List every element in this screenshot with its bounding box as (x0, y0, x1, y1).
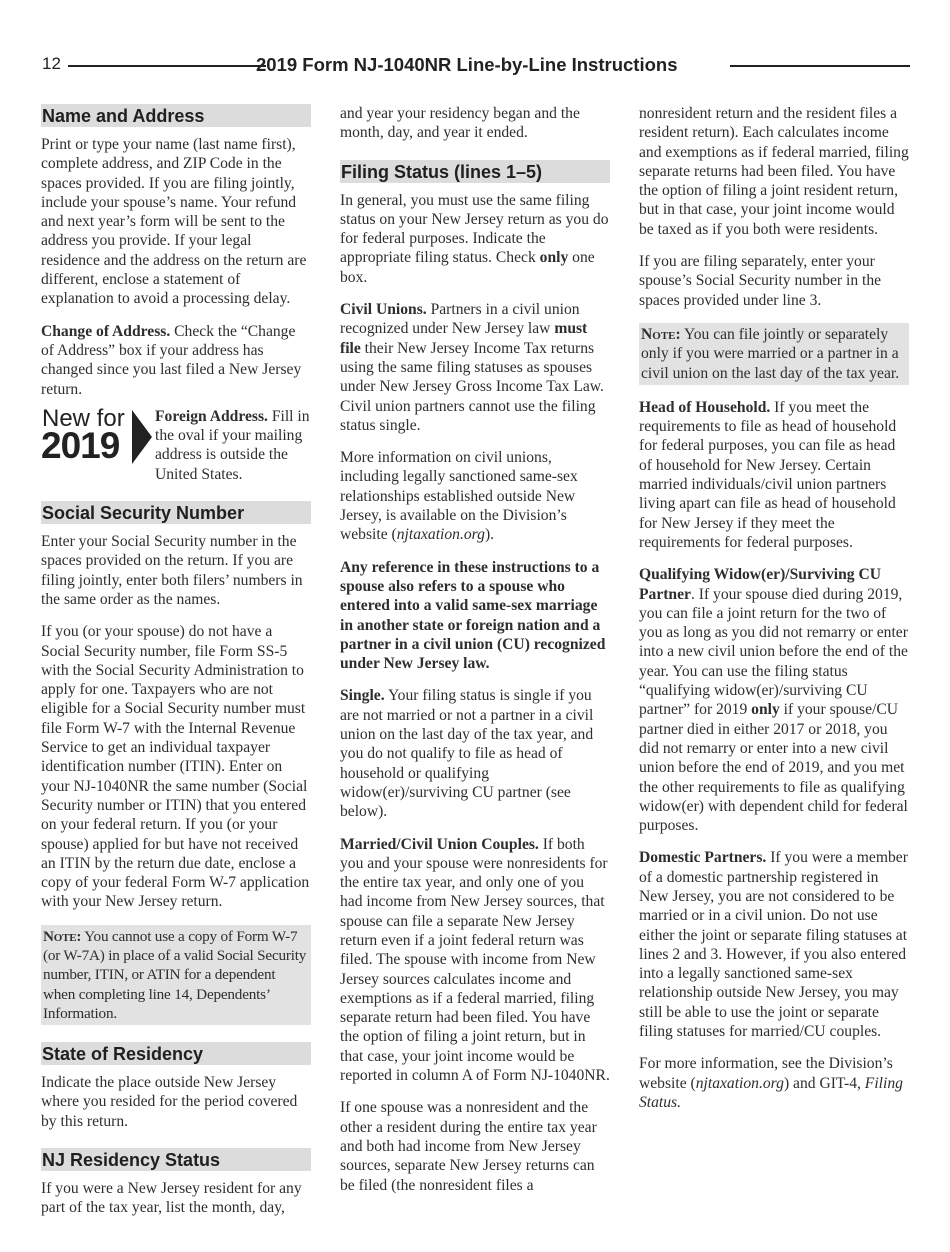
nj-residency-status-paragraph: If you were a New Jersey resident for any part of the tax year, list the month, day, (41, 1180, 302, 1217)
ssn-paragraph-2: If you (or your spouse) do not have a Social Security number, file Form SS-5 with the Social Security Administration to apply for one. Taxpayers who are not eligible for a Social Security number must file Form W-7 with the Internal Revenue Service to get an individual taxpayer identification number (ITIN). Enter on your NJ-1040NR the same number (Social Security number or ITIN) that you entered on your federal return. If you (or your spouse) applied for but have not received an ITIN by the return due date, enclose a copy of your federal Form W-7 application with your New Jersey return. (41, 623, 310, 911)
filing-general-text-a: In general, you must use the same filing status on your New Jersey return as you do for federal purposes. Indicate the appropriate filing status. Check (340, 191, 609, 267)
section-heading-nj-residency-status: NJ Residency Status (41, 1148, 311, 1171)
foreign-address-block (41, 407, 311, 484)
ssn-note (41, 925, 311, 1025)
civil-unions-paragraph (340, 300, 610, 435)
one-spouse-paragraph: If one spouse was a nonresident and the other a resident during the entire tax year and both had income from New Jersey sources, separate New Jersey returns can be filed (the nonresident files a (340, 1099, 597, 1194)
note-text: You can file jointly or separately only if you were married or a partner in a civil union on the last day of the tax year. (641, 325, 900, 382)
domestic-partners-paragraph (639, 848, 909, 1041)
note-text: You cannot use a copy of Form W-7 (or W-7A) in place of a valid Social Security number, ITIN, or ATIN for a dependent when completing line 14, Dependents’ Information. (43, 927, 307, 1022)
qualifying-widow-text-b: if your spouse/CU partner died in either 2017 or 2018, you did not remarry or enter into a new civil union before the end of 2019, and you met the other requirements to file as qualifying widow(er) with dependent child for federal purposes. (639, 701, 908, 835)
column-1 (41, 104, 311, 1231)
website-link[interactable]: njtaxation.org (695, 1074, 784, 1092)
civil-unions-lead: Civil Unions. (340, 301, 427, 319)
more-info-text-b: ). (484, 526, 495, 544)
civil-unions-bold: must file (340, 320, 588, 357)
domestic-partners-text: If you were a member of a domestic partnership registered in New Jersey, you are not considered to be married or in a civil union. Do not use either the joint or separate filing statuses at lines 2 and 3. However, if you also entered into a legally sanctioned same-sex relationship outside New Jersey, you may still be able to use the joint or separate filing statuses for married/CU couples. (639, 849, 908, 1041)
residency-continued-paragraph: and year your residency began and the month, day, and year it ended. (340, 105, 580, 142)
column-2 (340, 104, 610, 1208)
more-information-paragraph (639, 1054, 909, 1112)
section-heading-ssn: Social Security Number (41, 501, 311, 524)
qualifying-widow-text-a: . If your spouse died during 2019, you can file a joint return for the two of you as long as you did not remarry or enter into a new civil union before the end of the year. You can use the filing status “qualifying widow(er)/surviving CU partner” for 2019 (639, 585, 908, 719)
qualifying-widow-lead: Qualifying Widow(er)/Surviving CU Partner (639, 566, 882, 603)
spouse-reference-paragraph: Any reference in these instructions to a spouse also refers to a spouse who entered into a valid same-sex marriage in another state or foreign nation and a partner in a civil union (CU) recognized under New Jersey law. (340, 558, 606, 673)
change-of-address-text: Check the “Change of Address” box if your address has changed since you last filed a New Jersey return. (41, 322, 302, 398)
page-number: 12 (42, 54, 61, 73)
more-info-text-a: More information on civil unions, including legally sanctioned same-sex relationships established outside New Jersey, is available on the Division’s website ( (340, 449, 578, 544)
note-label: Note: (43, 927, 82, 945)
new-for-label: New for (42, 406, 125, 432)
head-of-household-paragraph (639, 398, 909, 552)
filing-general-bold: only (539, 249, 569, 267)
single-paragraph (340, 686, 610, 821)
section-heading-residency: State of Residency (41, 1042, 311, 1065)
single-lead: Single. (340, 687, 385, 705)
more-information-text-b: ) and GIT-4, (783, 1074, 865, 1092)
filing-general-paragraph (340, 191, 610, 287)
qualifying-widow-paragraph (639, 565, 909, 835)
section-heading-filing-status: Filing Status (lines 1–5) (340, 160, 610, 183)
nonresident-continued-paragraph: nonresident return and the resident files a resident return). Each calculates income and exemptions as if federal married, filing separate returns had been filed. You have the option of filing a joint resident return, but in that case, your joint income would be taxed as if you both were residents. (639, 105, 909, 238)
column-3 (639, 104, 909, 1125)
residency-paragraph: Indicate the place outside New Jersey where you resided for the period covered by this return. (41, 1074, 298, 1130)
filing-general-text-b: one box. (340, 249, 595, 286)
change-of-address-paragraph (41, 322, 311, 399)
married-paragraph (340, 835, 610, 1086)
foreign-address-lead: Foreign Address. (155, 407, 268, 425)
website-link[interactable]: njtaxation.org (396, 526, 485, 544)
page-header (40, 54, 910, 78)
single-text: Your filing status is single if you are not married or not a partner in a civil union on the last day of the tax year, and you do not qualify to file as head of household or qualifying widow(er)/surviving CU partner (see below). (340, 687, 594, 821)
qualifying-widow-bold: only (751, 701, 780, 719)
name-address-paragraph: Print or type your name (last name first), complete address, and ZIP Code in the spaces provided. If you are filing jointly, include your spouse’s name. Your refund and next year’s form will be sent to the address you provide. If your legal residence and the address on the return are different, enclose a statement of explanation to avoid a processing delay. (41, 136, 307, 308)
more-info-paragraph (340, 448, 610, 544)
header-rule-right (730, 65, 910, 67)
new-for-2019-badge (41, 407, 153, 467)
domestic-partners-lead: Domestic Partners. (639, 849, 767, 867)
head-of-household-text: If you meet the requirements to file as head of household for federal purposes, you can file as head of household for New Jersey. Certain married individuals/civil union partners living apart can file as head of household for New Jersey if they meet the requirements for federal purposes. (639, 398, 897, 551)
married-text: If both you and your spouse were nonresidents for the entire tax year, and only one of you had income from New Jersey sources, that spouse can file a separate New Jersey return even if a joint federal return was filed. The spouse with income from New Jersey sources calculates income and exemptions as if a federal married, filing separate return had been filed. You have the option of filing a joint return, but in that case, your joint income would be reported in column A of Form NJ-1040NR. (340, 835, 610, 1085)
section-heading-name-address: Name and Address (41, 104, 311, 127)
head-of-household-lead: Head of Household. (639, 398, 771, 416)
civil-unions-text-b: their New Jersey Income Tax returns using the same filing statuses as spouses under New Jersey Gross Income Tax Law. Civil union partners cannot use the filing status single. (340, 339, 604, 434)
married-lead: Married/Civil Union Couples. (340, 835, 539, 853)
joint-note (639, 323, 909, 385)
arrow-right-icon (132, 410, 152, 464)
note-label: Note: (641, 325, 681, 343)
ssn-paragraph-1: Enter your Social Security number in the spaces provided on the return. If you are filing jointly, enter both filers’ numbers in the same order as the names. (41, 533, 303, 608)
filing-separately-paragraph: If you are filing separately, enter your spouse’s Social Security number in the spaces provided under line 3. (639, 253, 882, 309)
civil-unions-text-a: Partners in a civil union recognized under New Jersey law (340, 301, 580, 338)
more-information-text-a: For more information, see the Division’s website ( (639, 1055, 893, 1092)
badge-year: 2019 (41, 424, 120, 466)
git-4-title: Filing Status. (639, 1074, 903, 1111)
foreign-address-text: Fill in the oval if your mailing address is outside the United States. (155, 407, 310, 483)
change-of-address-lead: Change of Address. (41, 322, 171, 340)
page-title: 2019 Form NJ-1040NR Line-by-Line Instructions (256, 54, 678, 75)
header-rule-left (68, 65, 266, 67)
